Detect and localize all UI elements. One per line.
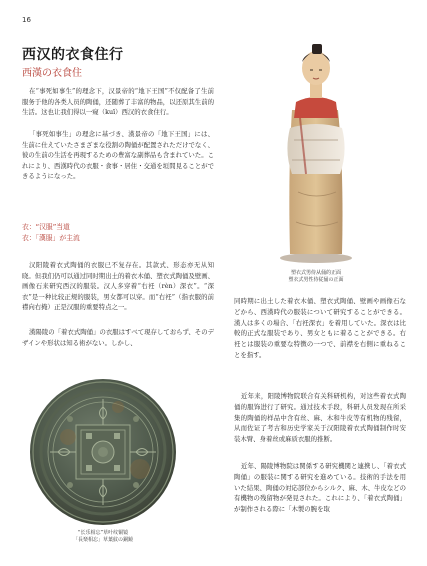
clothing-paragraph-japanese	[22, 327, 214, 350]
intro-paragraph-japanese	[22, 129, 214, 184]
page-number: 16	[22, 16, 31, 24]
figurine-caption	[250, 270, 382, 284]
clothing-paragraph-japanese-continued	[234, 296, 406, 363]
paragraph-text: 「事死如事生」の理念に基づき、漢景帝の「地下王国」には、生前に仕えていたさまざまな役割の陶俑が配置されただけでなく、彼の生前の生活を再現するための豊富な副葬品も含まれていた。これにより、西漢時代の衣服・食事・居住・交通を垣間見ることができるようになった。	[22, 130, 214, 181]
subheading-japanese: 衣：「漢服」が主流	[22, 233, 80, 242]
caption-japanese: 「長楽相忘」草葉紋の銅鏡	[72, 537, 133, 543]
page-title: 西汉的衣食住行	[22, 47, 124, 63]
bronze-mirror-photo	[28, 377, 178, 527]
paragraph-text: 汉阳陵着衣式陶俑的衣服已不复存在。其款式、形态亦无从知晓。但我们仍可以通过同时期出土的着衣木俑、塑衣式陶俑及壁画、画像石来研究西汉的服装。汉人多穿着“右衽（rèn）深衣”。“深衣”是一种比较正规的服装，男女都可以穿。而“右衽”（指衣服的前襟向右掩）正是汉服的重要特点之一。	[22, 261, 214, 312]
bronze-mirror-caption	[20, 530, 186, 544]
caption-japanese: 塑衣式男性侍従俑の正面	[288, 277, 344, 283]
paragraph-text: 近年、陽陵博物院は関係する研究機関と連携し、「着衣式陶俑」の服装に関する研究を進めている。技術的手法を用いた結果、陶俑の対応部位からシルク、麻、木、牛皮などの有機物の残留物が発見された。これにより、「着衣式陶俑」が制作される際に「木製の腕を取	[234, 462, 407, 514]
clothing-paragraph-chinese	[22, 260, 214, 315]
caption-chinese: 塑衣式男侍从俑的正面	[290, 270, 341, 276]
figurine-photo	[258, 32, 374, 264]
bronze-mirror-illustration	[28, 377, 178, 527]
paragraph-text: 漢陽陵の「着衣式陶俑」の衣服はすべて現存しておらず、そのデザインや形状は知る術がない。しかし、	[22, 328, 214, 347]
figurine-illustration	[258, 32, 374, 264]
page-title-japanese: 西漢の衣食住	[22, 68, 82, 79]
caption-chinese: “长乐相忘”草叶纹铜镜	[77, 530, 129, 536]
section-subheadings	[22, 222, 214, 243]
paragraph-text: 同時期に出土した着衣木俑、塑衣式陶俑、壁画や画像石などから、西漢時代の服装について研究することができる。漢人は多くの場合、「右衽深衣」を着用していた。深衣は比較的正式な服装であり、男女ともに着ることができる。右衽とは服装の重要な特徴の一つで、前襟を右側に重ねることを指す。	[234, 297, 406, 359]
paragraph-text: 在“事死如事生”的理念下，汉景帝的“地下王国”不仅配备了生前服务于他的各类人员的陶俑，还随葬了丰富的物品，以还原其生前的生活。这也让我们得以一窥（kuī）西汉的衣食住行。	[22, 87, 214, 117]
paragraph-text: 近年来，阳陵博物院联合有关科研机构，对这些着衣式陶俑的服饰进行了研究。通过技术手段，科研人员发现在所采集的陶俑的样品中含有丝、麻、木和牛皮等有机物的残留，从而佐证了考古和历史学家关于汉阳陵着衣式陶俑制作时安装木臂、身着丝或麻质衣服的推断。	[234, 392, 406, 444]
intro-paragraph-chinese	[22, 86, 214, 120]
subheading-chinese: 衣：“汉服”当道	[22, 223, 70, 231]
research-paragraph-chinese	[234, 391, 406, 447]
research-paragraph-japanese	[234, 461, 406, 517]
